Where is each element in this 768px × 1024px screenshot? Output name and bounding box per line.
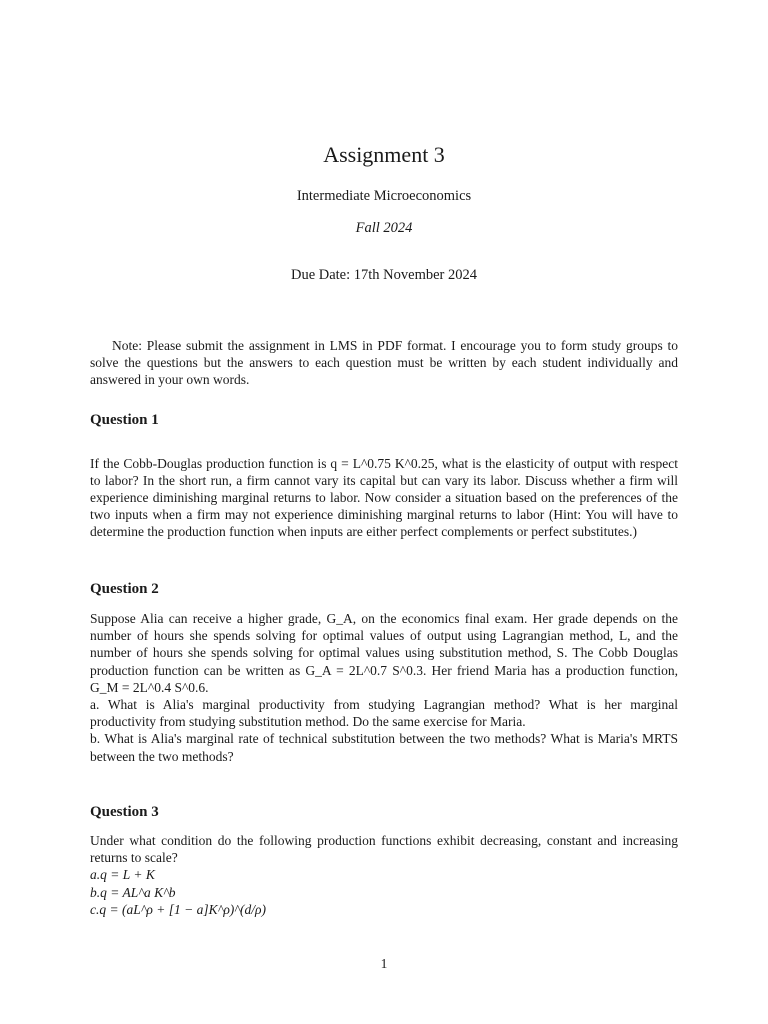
course-name: Intermediate Microeconomics <box>296 188 472 204</box>
page-number: 1 <box>380 956 388 971</box>
question-3-body <box>90 832 678 918</box>
question-3-item-a: a.q = L + K <box>90 867 155 883</box>
question-3-text: Under what condition do the following production functions exhibit decreasing, constant and increasing returns to scale? <box>90 833 678 866</box>
question-3-item-c: c.q = (aL^ρ + [1 − a]K^ρ)^(d/ρ) <box>90 901 266 917</box>
question-3-item-b: b.q = AL^a K^b <box>90 884 176 900</box>
question-2-text: Suppose Alia can receive a higher grade, G_A, on the economics final exam. Her grade depends on the number of hours she spends solving for optimal values of output using Lagrangian method, L, and the number of hours she spends solving for optimal values using substitution method, S. The Cobb Douglas production function can be written as G_A = 2L^0.7 S^0.3. Her friend Maria has a production function, G_M = 2L^0.4 S^0.6. <box>90 611 678 695</box>
question-1-text: If the Cobb-Douglas production function is q = L^0.75 K^0.25, what is the elasticity of output with respect to labor? In the short run, a firm cannot vary its capital but can vary its labor. Discuss whether a firm will experience diminishing marginal returns to labor. Now consider a situation based on the preferences of the two inputs when a firm may not experience diminishing marginal returns to labor (Hint: You will have to determine the production function when inputs are either perfect complements or perfect substitutes.) <box>90 455 678 540</box>
due-date: Due Date: 17th November 2024 <box>290 267 478 283</box>
question-1-heading: Question 1 <box>90 412 159 428</box>
question-2-part-a: a. What is Alia's marginal productivity from studying Lagrangian method? What is her marginal productivity from studying substitution method. Do the same exercise for Maria. <box>90 697 678 730</box>
question-3-heading: Question 3 <box>90 804 159 820</box>
term: Fall 2024 <box>355 220 413 236</box>
question-2-body <box>90 610 678 765</box>
document-title: Assignment 3 <box>323 142 445 167</box>
question-2-part-b: b. What is Alia's marginal rate of technical substitution between the two methods? What is Maria's MRTS between the two methods? <box>90 731 678 764</box>
question-2-heading: Question 2 <box>90 581 159 597</box>
submission-note: Note: Please submit the assignment in LMS in PDF format. I encourage you to form study groups to solve the questions but the answers to each question must be written by each student individually and answered in your own words. <box>90 337 678 387</box>
